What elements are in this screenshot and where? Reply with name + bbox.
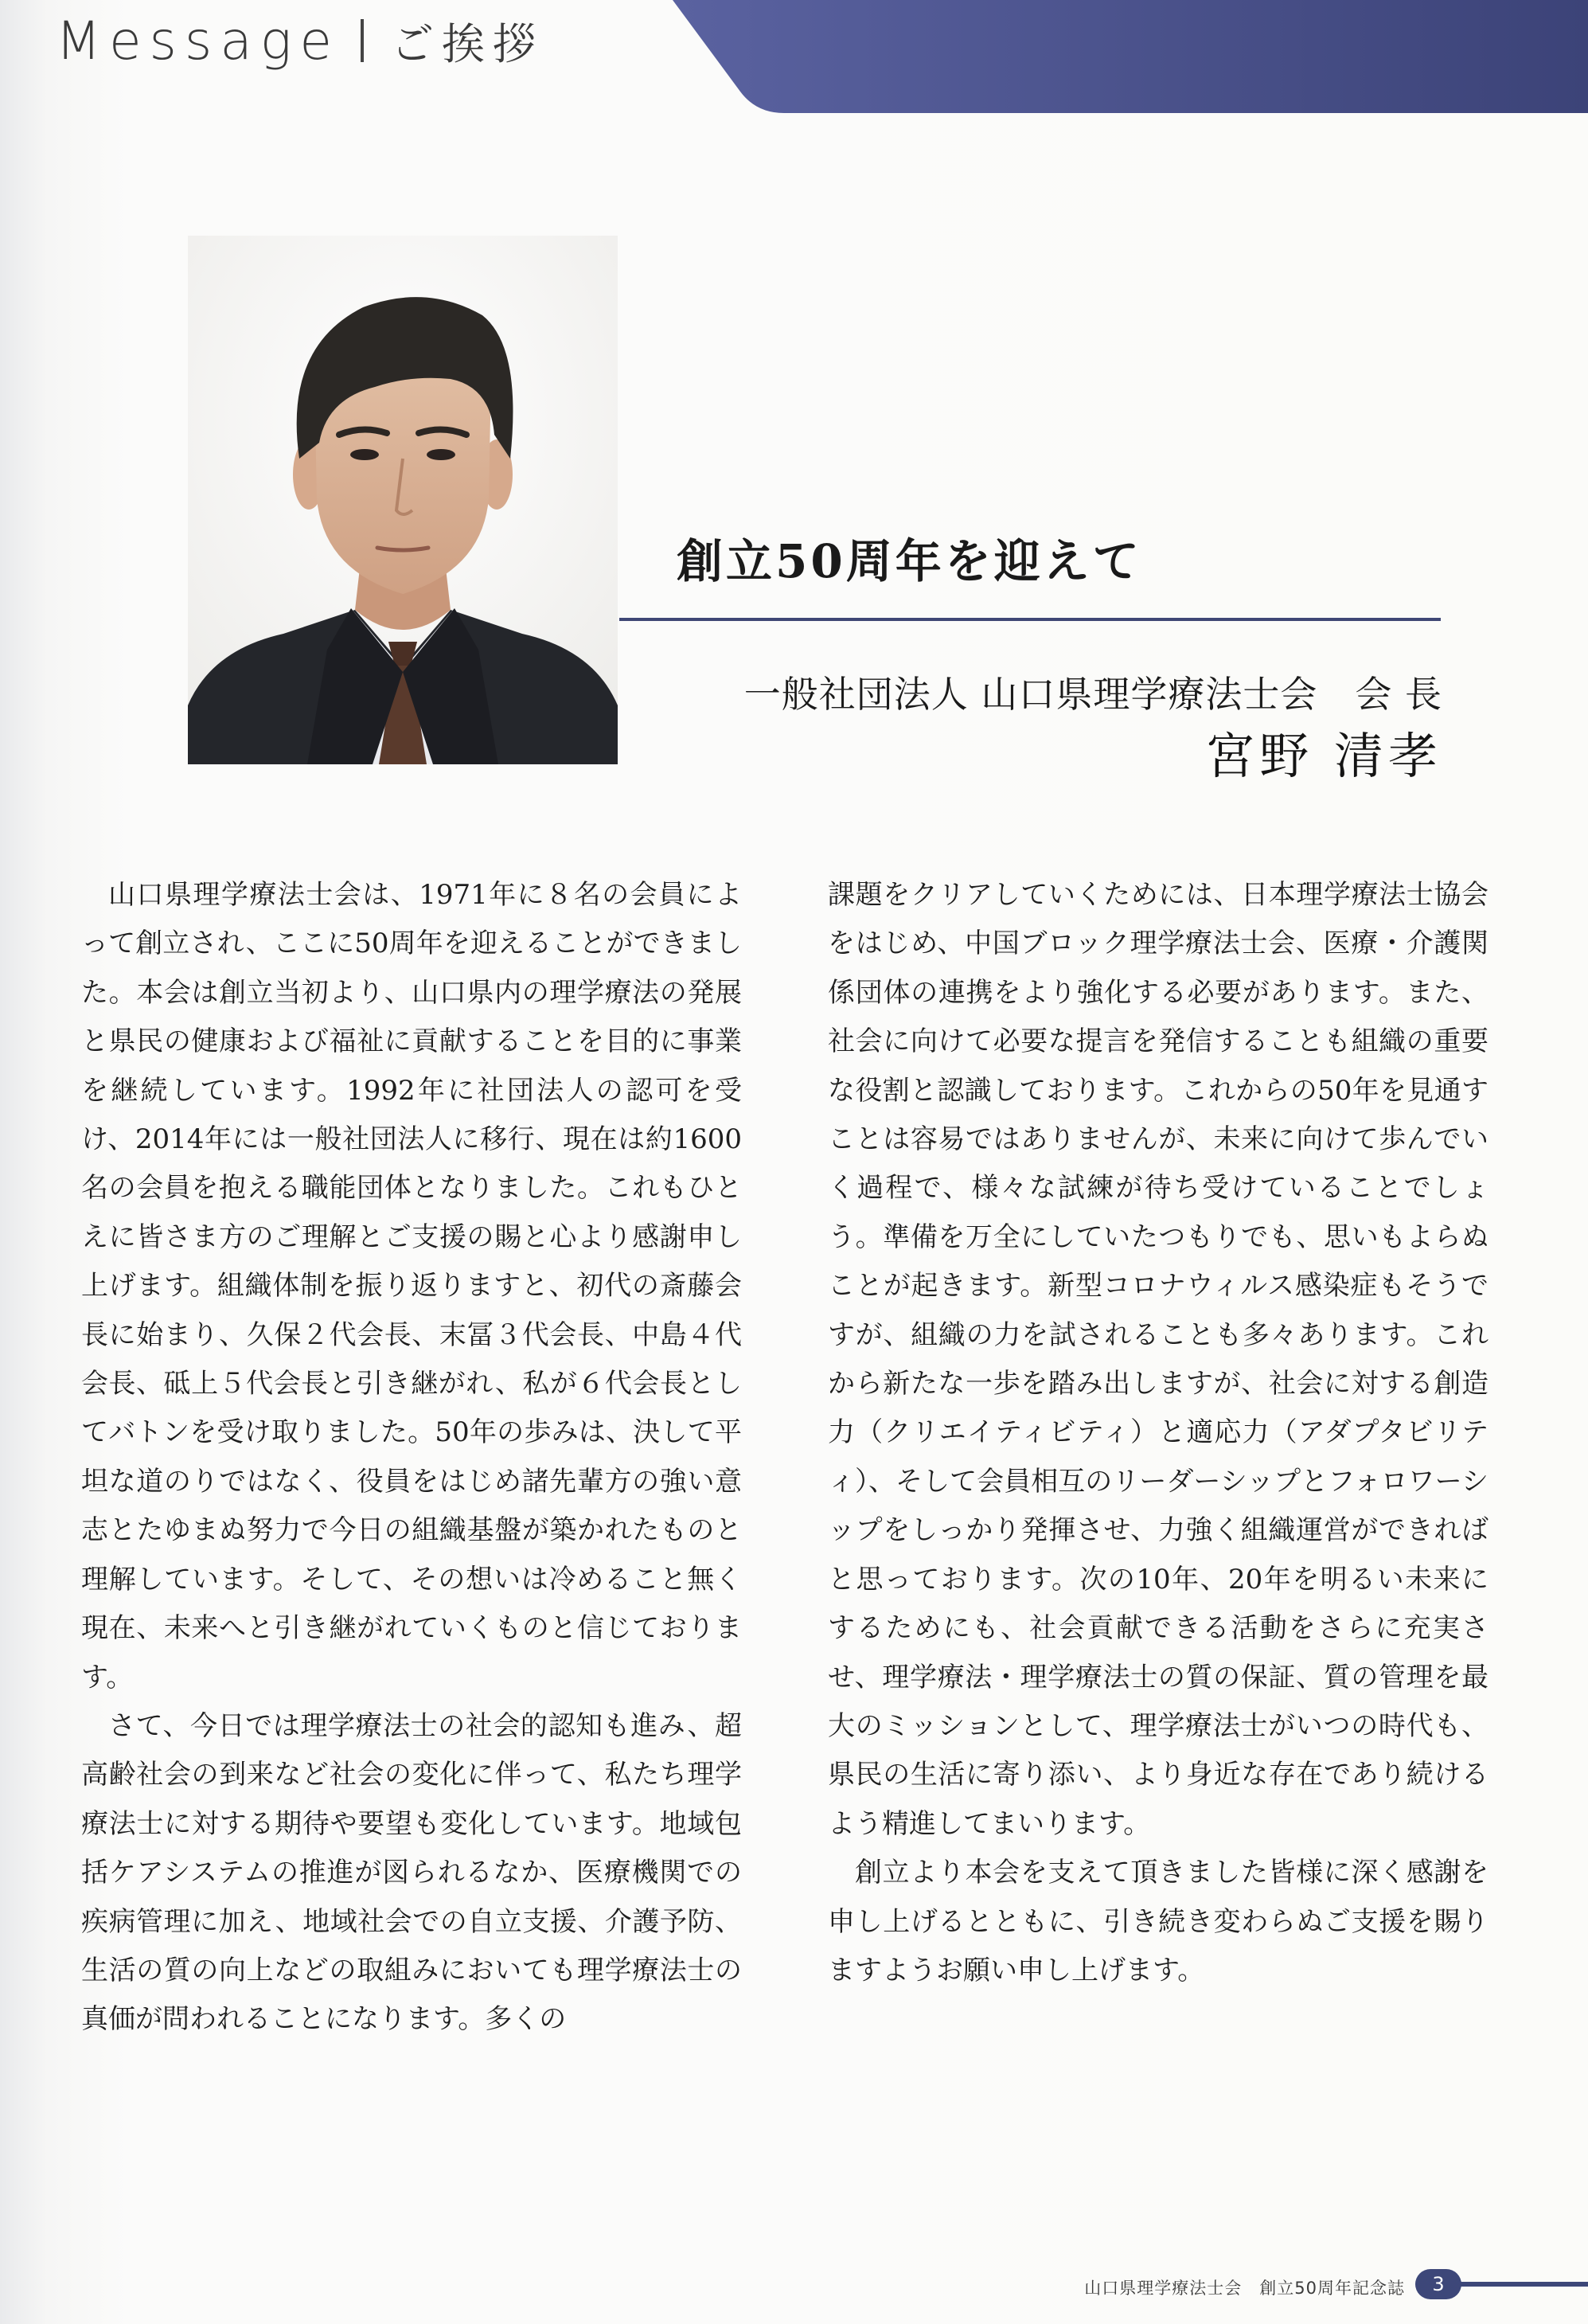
body-paragraph: 創立より本会を支えて頂きました皆様に深く感謝を申し上げるとともに、引き続き変わらぬご支援を賜りますようお願い申し上げます。	[828, 1857, 1489, 1986]
body-paragraph: さて、今日では理学療法士の社会的認知も進み、超高齢社会の到来など社会の変化に伴って、私たち理学療法士に対する期待や要望も変化しています。地域包括ケアシステムの推進が図られるなか、医療機関での疾病管理に加え、地域社会での自立支援、介護予防、生活の質の向上などの取組みにおいても理学療法士の真価が問われることになります。多くの	[81, 1709, 742, 2036]
section-header	[56, 5, 544, 76]
president-portrait	[188, 236, 618, 764]
body-column-right	[828, 871, 1489, 1995]
author-name: 宮野 清孝	[1205, 727, 1442, 785]
page-number: 3	[1415, 2269, 1461, 2299]
body-paragraph: 山口県理学療法士会は、1971年に８名の会員によって創立され、ここに50周年を迎えることができました。本会は創立当初より、山口県内の理学療法の発展と県民の健康および福祉に貢献することを目的に事業を継続しています。1992年に社団法人の認可を受け、2014年には一般社団法人に移行、現在は約1600名の会員を抱える職能団体となりました。これもひとえに皆さま方のご理解とご支援の賜と心より感謝申し上げます。組織体制を振り返りますと、初代の斎藤会長に始まり、久保２代会長、末冨３代会長、中島４代会長、砥上５代会長と引き継がれ、私が６代会長としてバトンを受け取りました。50年の歩みは、決して平坦な道のりではなく、役員をはじめ諸先輩方の強い意志とたゆまぬ努力で今日の組織基盤が築かれたものと理解しています。そして、その想いは冷めること無く現在、未来へと引き継がれていくものと信じております。	[81, 879, 742, 1693]
article-title: 創立50周年を迎えて	[677, 534, 1142, 588]
body-column-left	[81, 871, 742, 2045]
body-paragraph: 課題をクリアしていくためには、日本理学療法士協会をはじめ、中国ブロック理学療法士会、医療・介護関係団体の連携をより強化する必要があります。また、社会に向けて必要な提言を発信することも組織の重要な役割と認識しております。これからの50年を見通すことは容易ではありませんが、未来に向けて歩んでいく過程で、様々な試練が待ち受けていることでしょう。準備を万全にしていたつもりでも、思いもよらぬことが起きます。新型コロナウィルス感染症もそうですが、組織の力を試されることも多々あります。これから新たな一歩を踏み出しますが、社会に対する創造力（クリエイティビティ）と適応力（アダプタビリティ）、そして会員相互のリーダーシップとフォロワーシップをしっかり発揮させ、力強く組織運営ができればと思っております。次の10年、20年を明るい未来にするためにも、社会貢献できる活動をさらに充実させ、理学療法・理学療法士の質の保証、質の管理を最大のミッションとして、理学療法士がいつの時代も、県民の生活に寄り添い、より身近な存在であり続けるよう精進してまいります。	[828, 879, 1489, 1840]
author-role: 一般社団法人 山口県理学療法士会 会 長	[743, 673, 1442, 716]
footer-rule	[1441, 2282, 1588, 2287]
section-label-english: Message	[56, 10, 340, 72]
section-label-japanese: ご挨拶	[390, 18, 544, 69]
title-divider	[619, 618, 1441, 621]
publication-footer: 山口県理学療法士会 創立50周年記念誌	[1084, 2279, 1405, 2298]
header-divider	[361, 19, 364, 62]
